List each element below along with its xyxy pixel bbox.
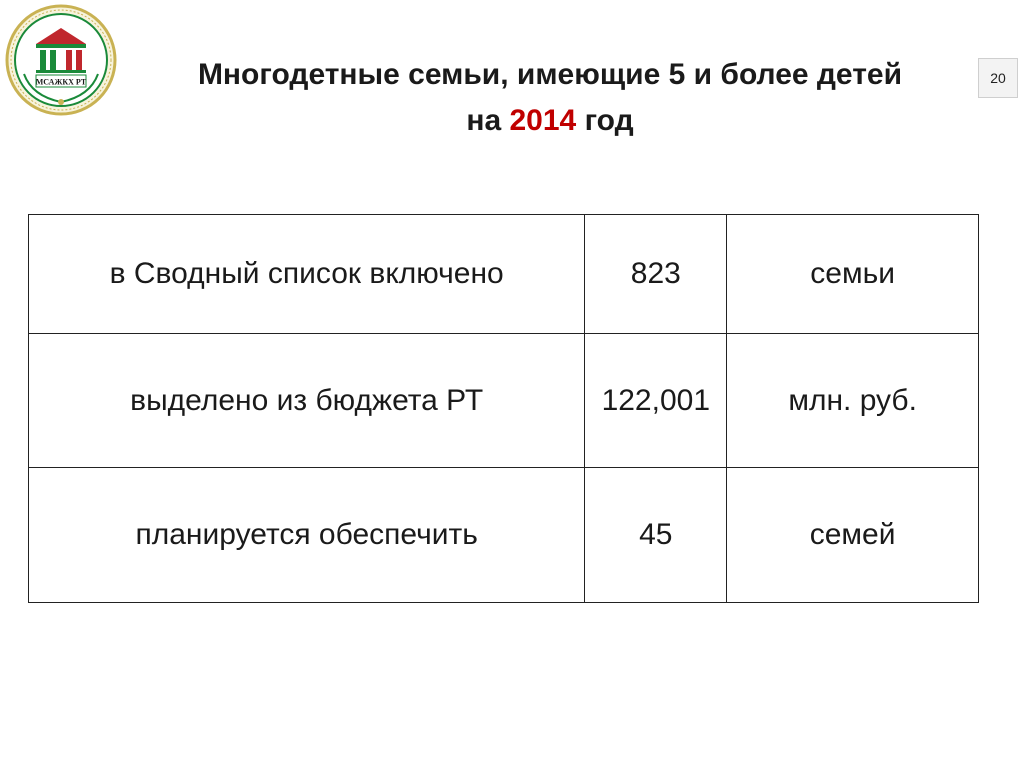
title-line-1: Многодетные семьи, имеющие 5 и более детей <box>197 58 903 91</box>
title-year: 2014 <box>509 104 577 137</box>
row-unit: семьи <box>727 215 979 334</box>
row-unit: семей <box>727 468 979 603</box>
title-suffix: год <box>584 104 634 137</box>
table-row <box>29 215 979 334</box>
row-label: планируется обеспечить <box>29 468 585 603</box>
data-table <box>28 214 979 603</box>
table-row <box>29 468 979 603</box>
ministry-logo <box>2 4 120 116</box>
title-prefix: на <box>466 104 502 137</box>
page-number: 20 <box>978 58 1018 98</box>
logo-text: МСАЖКХ РТ <box>35 77 87 87</box>
row-label: выделено из бюджета РТ <box>29 334 585 468</box>
ministry-emblem-icon <box>2 4 120 116</box>
row-label: в Сводный список включено <box>29 215 585 334</box>
row-value: 823 <box>585 215 727 334</box>
table-row <box>29 334 979 468</box>
row-unit: млн. руб. <box>727 334 979 468</box>
row-value: 45 <box>585 468 727 603</box>
title-line-2 <box>120 98 980 144</box>
page-title <box>120 52 980 144</box>
row-value: 122,001 <box>585 334 727 468</box>
